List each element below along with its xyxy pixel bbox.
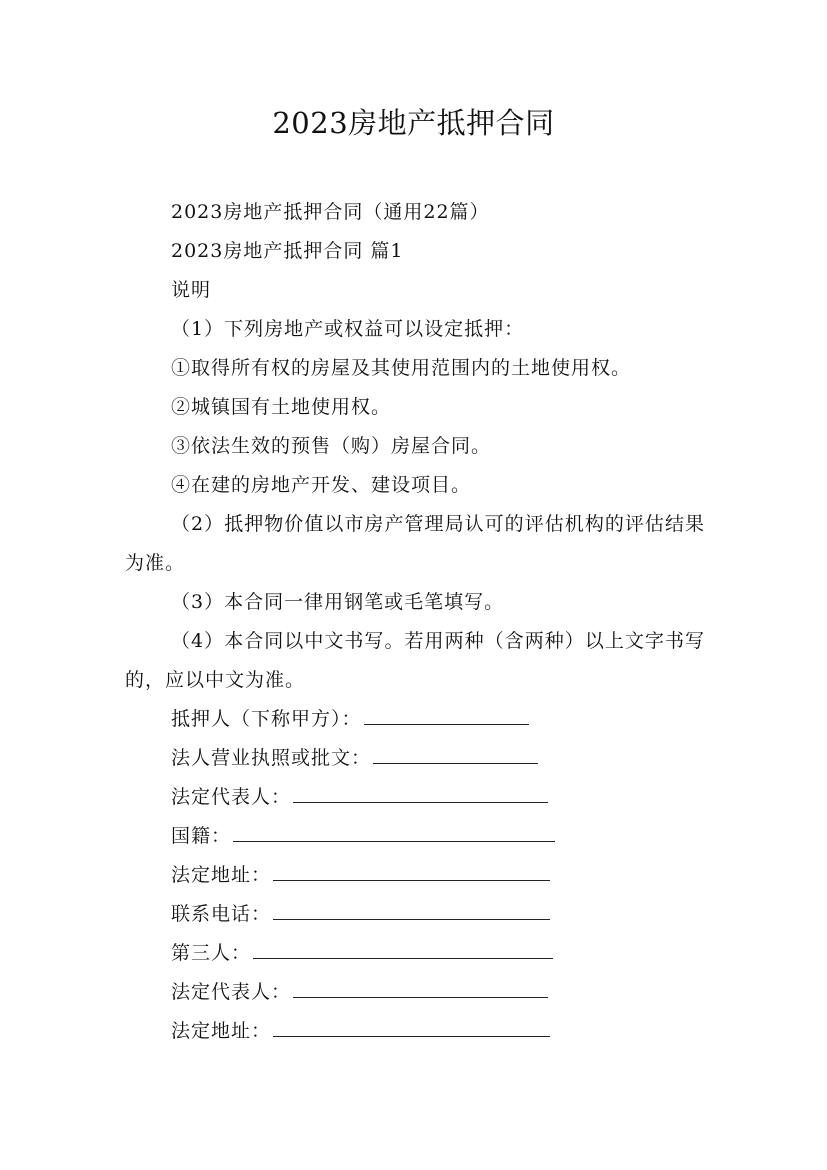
document-body [125, 193, 705, 1051]
blank-line[interactable] [233, 819, 555, 842]
field-third-party-representative [125, 973, 705, 1012]
field-third-party-address [125, 1012, 705, 1051]
blank-line[interactable] [273, 858, 550, 881]
field-label: 法人营业执照或批文： [171, 747, 372, 769]
field-label: 国籍： [171, 825, 232, 847]
paragraph-8: （4）本合同以中文书写。若用两种（含两种）以上文字书写的，应以中文为准。 [125, 630, 705, 691]
blank-line[interactable] [253, 936, 553, 959]
paragraph-1: （1）下列房地产或权益可以设定抵押： [171, 318, 525, 340]
section-heading: 2023房地产抵押合同 篇1 [171, 240, 404, 262]
field-label: 法定代表人： [171, 981, 292, 1003]
field-legal-representative [125, 778, 705, 817]
field-mortgagor [125, 700, 705, 739]
paragraph-2: ①取得所有权的房屋及其使用范围内的土地使用权。 [171, 357, 632, 379]
field-label: 法定代表人： [171, 786, 292, 808]
blank-line[interactable] [273, 1014, 550, 1037]
document-title: 2023房地产抵押合同 [272, 106, 555, 140]
field-nationality [125, 817, 705, 856]
field-label: 法定地址： [171, 864, 272, 886]
paragraph-3: ②城镇国有土地使用权。 [171, 396, 392, 418]
blank-line[interactable] [373, 741, 538, 764]
paragraph-5: ④在建的房地产开发、建设项目。 [171, 474, 472, 496]
document-subtitle: 2023房地产抵押合同（通用22篇） [171, 201, 490, 223]
blank-line[interactable] [293, 975, 548, 998]
field-label: 第三人： [171, 942, 252, 964]
field-business-license [125, 739, 705, 778]
field-third-party [125, 934, 705, 973]
field-label: 抵押人（下称甲方）： [171, 708, 362, 730]
field-legal-address [125, 856, 705, 895]
paragraph-7: （3）本合同一律用钢笔或毛笔填写。 [171, 591, 505, 613]
blank-line[interactable] [273, 897, 550, 920]
blank-line[interactable] [364, 702, 529, 725]
instructions-heading: 说明 [171, 279, 212, 301]
field-label: 法定地址： [171, 1020, 272, 1042]
blank-line[interactable] [293, 780, 548, 803]
paragraph-4: ③依法生效的预售（购）房屋合同。 [171, 435, 492, 457]
paragraph-6: （2）抵押物价值以市房产管理局认可的评估机构的评估结果为准。 [125, 513, 705, 574]
field-label: 联系电话： [171, 903, 272, 925]
field-phone [125, 895, 705, 934]
